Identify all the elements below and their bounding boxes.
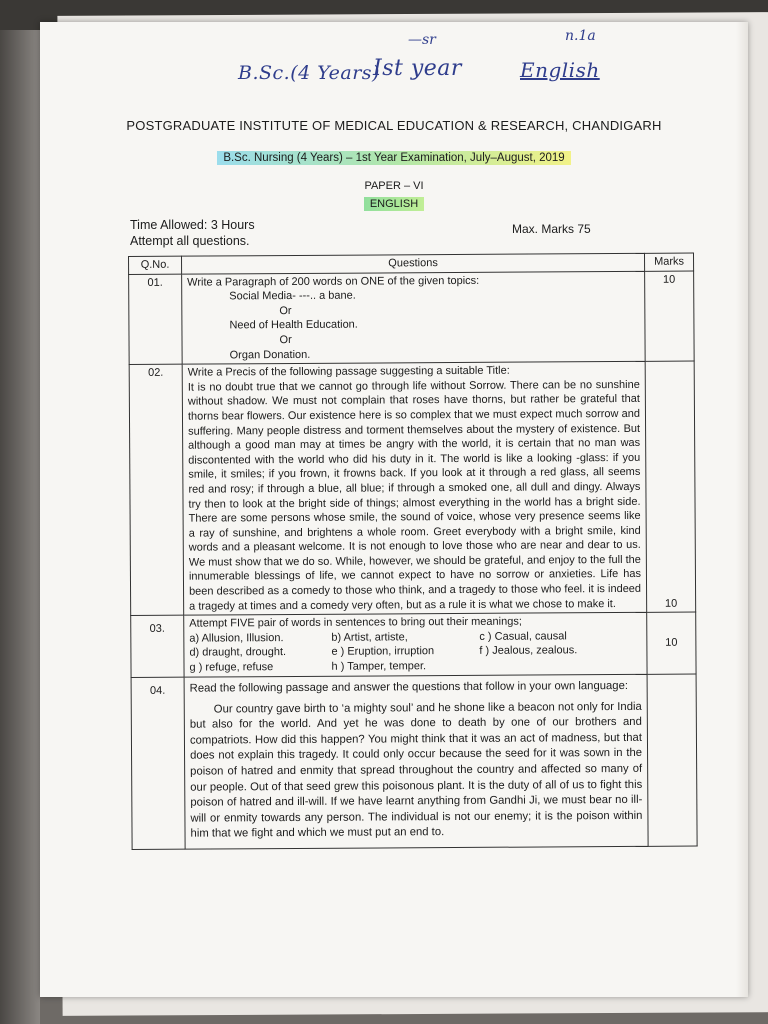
q3-pair-g: g ) refuge, refuse <box>189 661 274 674</box>
handwritten-course: B.Sc.(4 Years) <box>238 62 380 84</box>
handwritten-subject: English <box>520 58 600 82</box>
exam-title <box>40 152 748 164</box>
q1-marks: 10 <box>645 271 695 362</box>
q3-pair-b: b) Artist, artiste, <box>331 631 408 644</box>
institute-name: POSTGRADUATE INSTITUTE OF MEDICAL EDUCATION & RESEARCH, CHANDIGARH <box>126 118 662 133</box>
max-marks: Max. Marks 75 <box>512 222 591 236</box>
q2-number: 02. <box>129 364 184 615</box>
question-row-4 <box>131 674 697 850</box>
paper-number: PAPER – VI <box>364 180 424 192</box>
q3-pair-f: f ) Jealous, zealous. <box>479 644 578 658</box>
question-row-1 <box>129 271 695 365</box>
q1-topic-1: Social Media- ---.. a bane. <box>229 289 356 303</box>
q3-pair-c: c ) Casual, causal <box>479 630 567 643</box>
q3-pair-e: e ) Eruption, irruption <box>331 645 435 659</box>
handwritten-corner-left: —sr <box>408 32 436 48</box>
q2-content <box>182 361 647 615</box>
q3-marks: 10 <box>647 612 696 674</box>
handwritten-year: Ist year <box>373 56 462 81</box>
exam-paper <box>40 22 748 997</box>
q3-word-pairs <box>189 629 641 676</box>
subject-title <box>40 198 748 210</box>
time-allowed: Time Allowed: 3 Hours <box>130 218 255 232</box>
question-row-2 <box>129 361 696 616</box>
questions-table <box>128 253 698 850</box>
q4-marks <box>647 674 697 847</box>
q3-content <box>184 613 647 677</box>
q1-topic-2: Need of Health Education. <box>229 318 358 332</box>
q3-prompt: Attempt FIVE pair of words in sentences to bring out their meanings; <box>189 615 522 630</box>
q3-number: 03. <box>131 615 184 677</box>
handwritten-corner-right: n.1a <box>565 28 596 44</box>
q1-topic-3: Organ Donation. <box>229 348 311 361</box>
q3-pair-h: h ) Tamper, temper. <box>331 660 427 673</box>
header-qno: Q.No. <box>129 256 182 274</box>
q3-pair-d: d) draught, drought. <box>189 646 287 660</box>
q1-or-2: Or <box>279 333 292 347</box>
header-marks: Marks <box>644 253 693 271</box>
question-row-3 <box>131 612 696 677</box>
q2-passage: It is no doubt true that we cannot go through life without Sorrow. There can be no sunshine without shadow. We must not complain that roses have thorns, but rather be grateful that thorns bear flowers. Our existence here is so complex that we must expect much sorrow and suffering. Many people distress and torment themselves about the mystery of existence. But although a good man may at times be angry with the world, it is certain that no man was discontented with the world who did his duty in it. The world is like a looking -glass: if you smile, it smiles; if you frown, it frowns back. If you look at it through a red glass, all seems red and rosy; if through a blue, all blue; if through a smoked one, all dull and dingy. Always try then to look at the bright side of things; almost everything in the world has a bright side. There are some persons whose smile, the sound of voice, whose very presence seems like a ray of sunshine, and brightens a whole room. Greet everybody with a bright smile, kind words and a pleasant welcome. It is not enough to love those who are near and dear to us. We must show that we do so. While, however, we should be grateful, and enjoy to the full the innumerable blessings of life, we cannot expect to have no sorrow or anxieties. Life has been described as a comedy to those who think, and a tragedy to those who feel. it is indeed a tragedy at times and a comedy very often, but as a rule it is what we chose to make it. <box>187 378 642 613</box>
q4-prompt: Read the following passage and answer the questions that follow in your own language: <box>189 679 629 695</box>
exam-title-text: B.Sc. Nursing (4 Years) – 1st Year Examination, July–August, 2019 <box>217 151 570 165</box>
q4-passage: Our country gave birth to ‘a mighty soul’ and he shone like a beacon not only for India but also for the world. And yet he was done to death by one of our brothers and compatriots. How did this happen? You might think that it was an act of madness, but that does not explain this tragedy. It could only occur because the seed for it was sown in the poison of hatred and enmity that spread throughout the country and affected so many of our people. Out of that seed grew this poisonous plant. It is the duty of all of us to fight this poison of hatred and ill-will. If we have learnt anything from Gandhi Ji, we must bear no ill-will or enmity towards any person. The individual is not our enemy; it is the poison within him that we fight and which we must put an end to. <box>189 700 643 841</box>
q4-content <box>184 674 648 849</box>
q1-prompt: Write a Paragraph of 200 words on ONE of the given topics: <box>187 274 480 289</box>
q1-number: 01. <box>129 274 183 365</box>
header-questions: Questions <box>182 253 645 273</box>
q1-or-1: Or <box>279 304 292 317</box>
subject-title-text: ENGLISH <box>364 197 424 211</box>
attempt-instruction: Attempt all questions. <box>130 234 250 248</box>
paper-edge <box>736 22 748 997</box>
q2-marks: 10 <box>645 361 696 612</box>
q1-content <box>182 271 646 364</box>
q2-prompt: Write a Precis of the following passage suggesting a suitable Title: <box>187 364 510 379</box>
handwritten-note <box>238 56 658 102</box>
q4-number: 04. <box>131 677 185 850</box>
q3-pair-a: a) Allusion, Illusion. <box>189 631 284 645</box>
backdrop-left <box>0 30 40 1024</box>
